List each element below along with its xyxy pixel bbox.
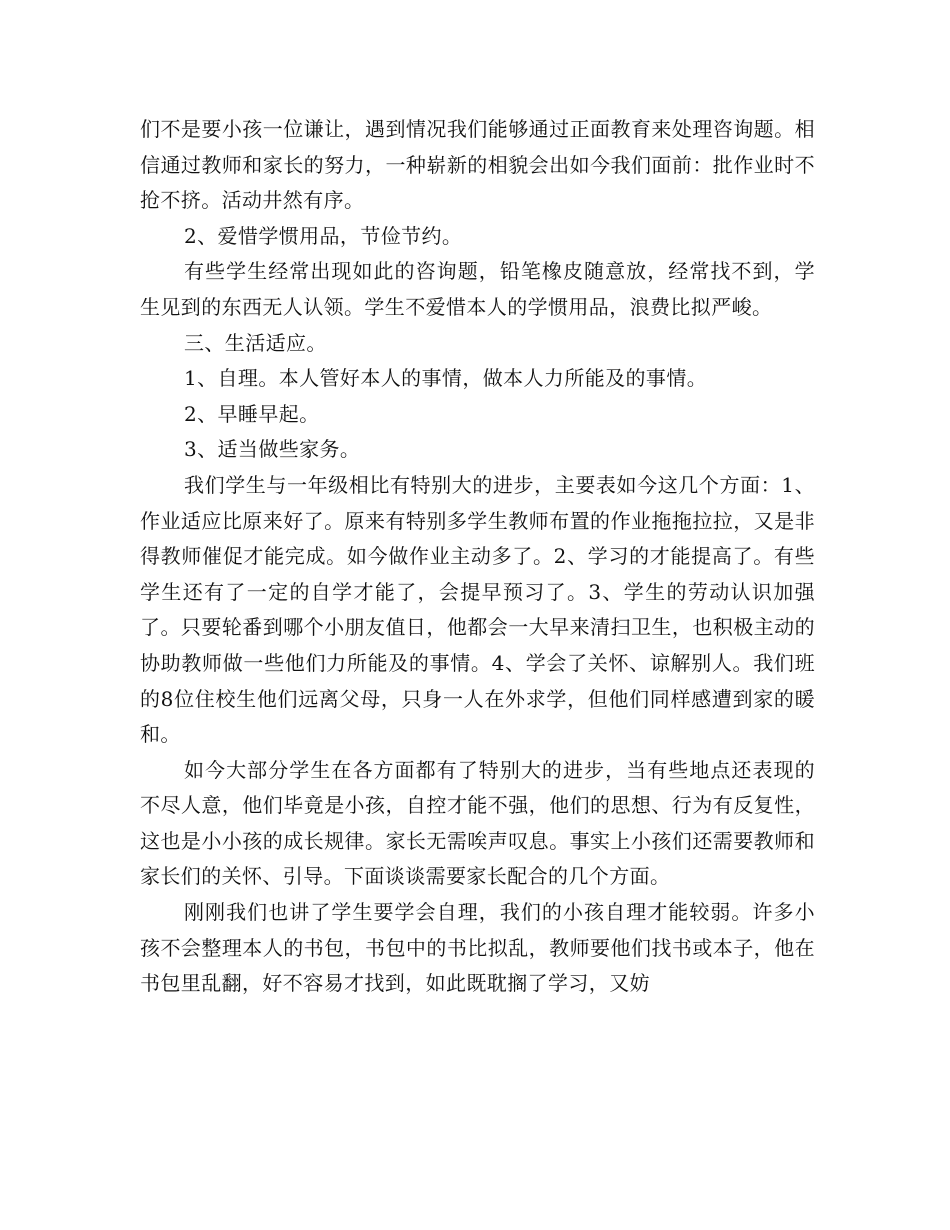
paragraph-shortcomings: 如今大部分学生在各方面都有了特别大的进步，当有些地点还表现的不尽人意，他们毕竟是小孩，自控才能不强，他们的思想、行为有反复性，这也是小小孩的成长规律。家长无需唉声叹息。事实上小孩们还需要教师和家长们的关怀、引导。下面谈谈需要家长配合的几个方面。 <box>140 757 815 889</box>
paragraph-progress: 我们学生与一年级相比有特别大的进步，主要表如今这几个方面：1、作业适应比原来好了。原来有特别多学生教师布置的作业拖拖拉拉，又是非得教师催促才能完成。如今做作业主动多了。2、学习的才能提高了。有些学生还有了一定的自学才能了，会提早预习了。3、学生的劳动认识加强了。只要轮番到哪个小朋友值日，他都会一大早来清扫卫生，也积极主动的协助教师做一些他们力所能及的事情。4、学会了关怀、谅解别人。我们班的8位住校生他们远离父母，只身一人在外求学，但他们同样感遭到家的暖和。 <box>140 472 815 747</box>
document-body <box>140 112 815 1002</box>
section-heading-life-adaptation: 三、生活适应。 <box>184 330 327 355</box>
paragraph-item-cherish-supplies: 2、爱惜学惯用品，节俭节约。 <box>184 223 463 248</box>
paragraph-item-housework: 3、适当做些家务。 <box>184 437 361 462</box>
paragraph-item-early-sleep: 2、早睡早起。 <box>184 401 320 426</box>
paragraph-continuation: 们不是要小孩一位谦让，遇到情况我们能够通过正面教育来处理咨询题。相信通过教师和家长的努力，一种崭新的相貌会出如今我们面前：批作业时不抢不挤。活动井然有序。 <box>140 117 815 213</box>
paragraph-item-self-care: 1、自理。本人管好本人的事情，做本人力所能及的事情。 <box>184 366 708 391</box>
paragraph-self-care-weakness: 刚刚我们也讲了学生要学会自理，我们的小孩自理才能较弱。许多小孩不会整理本人的书包，书包中的书比拟乱，教师要他们找书或本子，他在书包里乱翻，好不容易才找到，如此既耽搁了学习，又妨 <box>140 900 815 996</box>
paragraph-supplies-problem: 有些学生经常出现如此的咨询题，铅笔橡皮随意放，经常找不到，学生见到的东西无人认领。学生不爱惜本人的学惯用品，浪费比拟严峻。 <box>140 259 815 319</box>
